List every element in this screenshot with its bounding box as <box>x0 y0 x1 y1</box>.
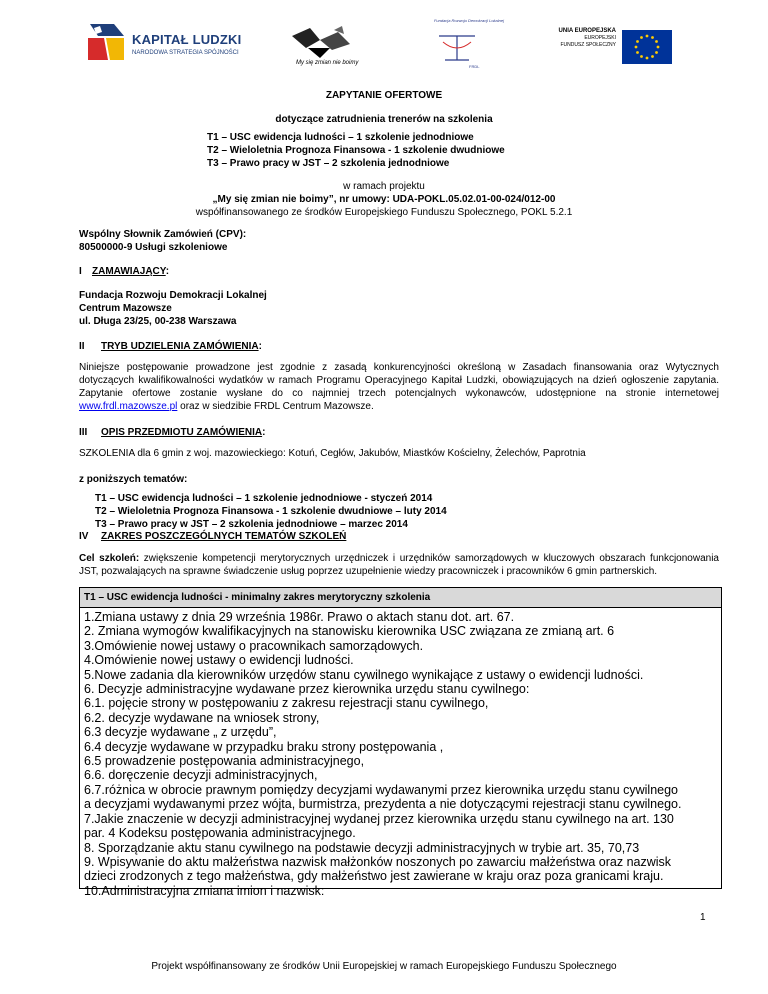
cpv-label: Wspólny Słownik Zamówień (CPV): <box>79 229 247 240</box>
cpv-code: 80500000-9 Usługi szkoleniowe <box>79 242 228 253</box>
eu-logo <box>554 26 674 76</box>
section-number: II <box>79 341 85 352</box>
scope-item: 1.Zmiana ustawy z dnia 29 września 1986r. Prawo o aktach stanu dot. art. 67. <box>84 610 515 624</box>
scope-item: 10.Administracyjna zmiana imion i nazwisk: <box>84 883 325 898</box>
training-item: T2 – Wieloletnia Prognoza Finansowa - 1 szkolenie dwudniowe <box>207 145 505 156</box>
scope-item: 8. Sporządzanie aktu stanu cywilnego na podstawie decyzji administracyjnych w trybie art. 35, 70,73 <box>84 840 640 855</box>
section-number: III <box>79 427 88 438</box>
scope-item: a decyzjami wydawanymi przez wójta, burmistrza, prezydenta a nie dotyczącymi rejestracji stanu cywilnego. <box>84 797 682 812</box>
eu-logo-text <box>554 28 616 49</box>
ordering-party-line: Centrum Mazowsze <box>79 303 172 314</box>
scope-item: 6.5 prowadzenie postępowania administracyjnego, <box>84 754 365 769</box>
scope-item: 9. Wpisywanie do aktu małżeństwa nazwisk małżonków noszonych po zawarciu małżeństwa oraz nazwisk <box>84 854 672 869</box>
logo-strip <box>84 14 674 82</box>
procedure-text <box>79 361 719 413</box>
project-logo <box>290 26 370 76</box>
section-number: IV <box>79 531 89 542</box>
eu-logo-line3: FUNDUSZ SPOŁECZNY <box>560 42 616 48</box>
scope-item: 6.3 decyzje wydawane „ z urzędu”, <box>84 725 277 740</box>
section-title: ZAKRES POSZCZEGÓLNYCH TEMATÓW SZKOLEŃ <box>101 531 347 542</box>
project-logo-text: My się zmian nie boimy <box>296 60 359 66</box>
scope-item: 6. Decyzje administracyjne wydawane przez kierownika urzędu stanu cywilnego: <box>84 682 530 697</box>
kapital-ludzki-emblem-icon <box>84 20 128 64</box>
scope-item: 6.7.różnica w obrocie prawnym pomiędzy decyzjami wydawanymi przez kierownika urzędu stanu cywilnego <box>84 782 679 797</box>
scope-item: dzieci zrodzonych z tego małżeństwa, gdy małżeństwo jest zawierane w kraju oraz poza granicami kraju. <box>84 869 664 884</box>
scope-item: 2. Zmiana wymogów kwalifikacyjnych na stanowisku kierownika USC związana ze zmianą art. 6 <box>84 624 615 639</box>
frdl-logo-text: Fundacja Rozwoju Demokracji Lokalnej <box>433 18 505 23</box>
scope-item: 4.Omówienie nowej ustawy o ewidencji ludności. <box>84 653 354 668</box>
topics-label: z poniższych tematów: <box>79 474 188 485</box>
frdl-website-link[interactable]: www.frdl.mazowsze.pl <box>79 401 178 412</box>
ordering-party-line: ul. Długa 23/25, 00-238 Warszawa <box>79 316 237 327</box>
kapital-ludzki-subtitle: NARODOWA STRATEGIA SPÓJNOŚCI <box>132 50 239 56</box>
document-title: ZAPYTANIE OFERTOWE <box>325 90 443 101</box>
kapital-ludzki-title: KAPITAŁ LUDZKI <box>132 32 242 47</box>
page-number: 1 <box>700 912 706 923</box>
scope-table <box>79 587 722 898</box>
section-title: OPIS PRZEDMIOTU ZAMÓWIENIA <box>101 427 263 438</box>
training-goal-label: Cel szkoleń: <box>79 553 140 564</box>
training-goal <box>79 552 719 578</box>
scope-item: 6.2. decyzje wydawane na wniosek strony, <box>84 710 320 725</box>
section-heading-3: III OPIS PRZEDMIOTU ZAMÓWIENIA: <box>79 427 266 438</box>
eu-logo-line1: UNIA EUROPEJSKA <box>558 28 616 34</box>
ordering-party <box>79 289 719 328</box>
in-frame-text: w ramach projektu <box>343 181 425 192</box>
document-subtitle: dotyczące zatrudnienia trenerów na szkolenia <box>275 114 493 125</box>
topics-list <box>95 492 447 531</box>
section-heading-4 <box>79 531 346 542</box>
project-emblem-icon <box>290 26 360 60</box>
training-item: T1 – USC ewidencja ludności – 1 szkolenie jednodniowe <box>207 132 474 143</box>
scope-item: 6.1. pojęcie strony w postępowaniu z zakresu rejestracji stanu cywilnego, <box>84 696 489 711</box>
training-list <box>207 131 505 170</box>
section-number: I <box>79 266 82 277</box>
subject-text: SZKOLENIA dla 6 gmin z woj. mazowieckiego: Kotuń, Cegłów, Jakubów, Miastków Kościelny, Żelechów, Paprotnia <box>79 448 586 459</box>
training-goal-text: zwiększenie kompetencji merytorycznych urzędniczek i urzędników samorządowych w kluczowych obszarach funkcjonowania JST, pozwalających na sprawne świadczenie usług poprzez uzupełnienie wiedzy pracowniczek i pracowników 6 gmin partnerskich. <box>79 553 719 577</box>
topic-item: T2 – Wieloletnia Prognoza Finansowa - 1 szkolenie dwudniowe – luty 2014 <box>95 506 447 517</box>
eu-flag-icon <box>622 30 672 64</box>
frdl-logo <box>429 18 509 76</box>
cpv-block <box>79 228 719 254</box>
frdl-logo-sub: FRDL <box>469 64 480 69</box>
table-header: T1 – USC ewidencja ludności - minimalny zakres merytoryczny szkolenia <box>80 588 721 608</box>
scope-item: 5.Nowe zadania dla kierowników urzędów stanu cywilnego wynikające z ustawy o ewidencji ludności. <box>84 667 644 682</box>
section-title: TRYB UDZIELENIA ZAMÓWIENIA <box>101 341 259 352</box>
scope-item: 3.Omówienie nowej ustawy o pracownikach samorządowych. <box>84 638 424 653</box>
topic-item: T3 – Prawo pracy w JST – 2 szkolenia jednodniowe – marzec 2014 <box>95 519 408 530</box>
page-footer: Projekt współfinansowany ze środków Unii Europejskiej w ramach Europejskiego Funduszu Społecznego <box>151 961 617 972</box>
section-heading-1: I ZAMAWIAJĄCY: <box>79 266 170 277</box>
scope-item: 6.6. doręczenie decyzji administracyjnych, <box>84 768 318 783</box>
procedure-text-main: Niniejsze postępowanie prowadzone jest zgodnie z zasadą konkurencyjności określoną w Zasadach finansowania oraz Wytycznych dotyczących kwalifikowalności wydatków w ramach Programu Operacyjnego Kapitał Ludzki, obowiązujących na dzień ogłoszenie zapytania. Zapytanie ofertowe zostanie wysłane do co najmniej trzech potencjalnych wykonawców, udostępnione na stronie internetowej <box>79 362 719 399</box>
section-title: ZAMAWIAJĄCY <box>92 266 166 277</box>
ordering-party-line: Fundacja Rozwoju Demokracji Lokalnej <box>79 290 267 301</box>
topic-item: T1 – USC ewidencja ludności – 1 szkolenie jednodniowe - styczeń 2014 <box>95 493 433 504</box>
cofinancing-text: współfinansowanego ze środków Europejskiego Funduszu Społecznego, POKL 5.2.1 <box>195 207 573 218</box>
project-name: „My się zmian nie boimy”, nr umowy: UDA-POKL.05.02.01-00-024/012-00 <box>212 194 556 205</box>
kapital-ludzki-logo <box>84 18 284 74</box>
scope-item: 6.4 decyzje wydawane w przypadku braku strony postępowania , <box>84 739 444 754</box>
frdl-emblem-icon <box>435 32 479 66</box>
training-item: T3 – Prawo pracy w JST – 2 szkolenia jednodniowe <box>207 158 450 169</box>
section-heading-2: II TRYB UDZIELENIA ZAMÓWIENIA: <box>79 341 262 352</box>
eu-logo-line2: EUROPEJSKI <box>584 35 616 41</box>
scope-item: 7.Jakie znaczenie w decyzji administracyjnej wydanej przez kierownika urzędu stanu cywilnego na art. 130 <box>84 811 674 826</box>
table-body <box>80 608 721 898</box>
scope-item: par. 4 Kodeksu postępowania administracyjnego. <box>84 826 356 841</box>
procedure-text-end: oraz w siedzibie FRDL Centrum Mazowsze. <box>180 401 374 412</box>
